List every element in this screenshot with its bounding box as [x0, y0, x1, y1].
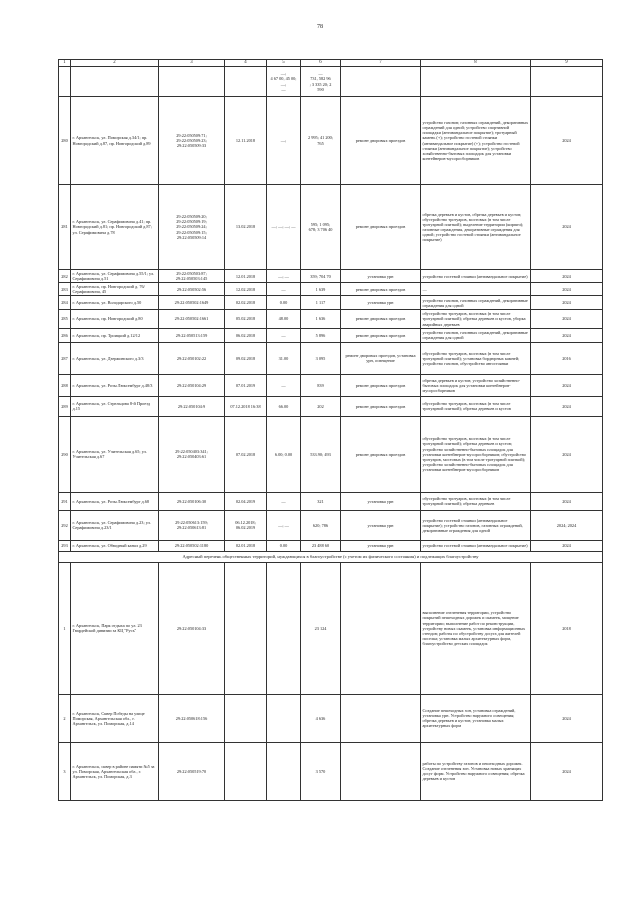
table-cell: 291: [59, 492, 71, 510]
table-cell: ремонт дворовых проездов: [341, 374, 421, 396]
table-cell: устройство гостевой стоянки (антивандальное покрытие): [421, 270, 531, 283]
table-cell: [267, 694, 301, 742]
table-cell: устройство гостевой стоянки (антивандальное покрытие); устройство газонов, газонных ограждений, декоративные ограждения для одной: [421, 510, 531, 540]
table-cell: 1: [59, 562, 71, 694]
table-cell: устройство газонов, газонных ограждений, декоративные ограждения для одной: [421, 328, 531, 342]
table-cell: 282: [59, 270, 71, 283]
table-cell: 12.01.2018: [225, 270, 267, 283]
table-cell: 02.02.2018: [225, 296, 267, 310]
table-cell: обустройство тротуаров, мостовых (в том числе тротуарной плиткой); установка бордюрных камней; устройство газонов, обустройство автостоянки: [421, 342, 531, 374]
table-row: [59, 342, 603, 374]
table-cell: 293: [59, 540, 71, 551]
table-cell: 2016: [531, 342, 603, 374]
table-cell: — 731, 582 96 ; 3 335 20; 2 590: [301, 67, 341, 97]
table-cell: —: [267, 492, 301, 510]
table-row: [59, 310, 603, 328]
table-cell: г. Архангельск, пр. Новгородский д. 76/Серафимовича, 45: [71, 283, 159, 296]
table-cell: 29:22:050509:20; 29:22:050509:19; 29:22:050509:24; 29:22:050509:15; 29:22:050509:14: [159, 185, 225, 270]
table-cell: установка урн: [341, 510, 421, 540]
table-cell: 23 124: [301, 562, 341, 694]
header-row: [59, 60, 603, 67]
table-cell: [225, 742, 267, 800]
table-cell: 2024: [531, 742, 603, 800]
column-header: 7: [341, 60, 421, 67]
table-cell: 3 570: [301, 742, 341, 800]
table-cell: [341, 694, 421, 742]
table-cell: 839: [301, 374, 341, 396]
table-cell: 13.02.2018: [225, 185, 267, 270]
table-row: [59, 492, 603, 510]
table-cell: —; —: [267, 510, 301, 540]
table-cell: 0.00: [267, 540, 301, 551]
table-cell: 12.11.2018: [225, 97, 267, 185]
table-cell: 2024: [531, 283, 603, 296]
table-cell: 29:22:050502:1180: [159, 540, 225, 551]
table-cell: установка урн: [341, 540, 421, 551]
table-cell: обустройство тротуаров, мостовых (в том числе тротуарной плиткой); обрезка деревьев и кустов, уборка аварийных деревьев: [421, 310, 531, 328]
table-cell: 29:22:050503:87; 29:22:050503:145: [159, 270, 225, 283]
table-cell: г. Архангельск, пр. Троицкий д.12/12: [71, 328, 159, 342]
table-cell: 02.04.2019: [225, 492, 267, 510]
table-cell: г. Архангельск, Парк отдыха по ул. 23 Гвардейской дивизии за КЦ "Русь": [71, 562, 159, 694]
table-cell: 29:22:050509:71; 29:22:050509:23; 29:22:050509:33: [159, 97, 225, 185]
table-cell: ремонт дворовых проездов, установка урн, освещение: [341, 342, 421, 374]
table-cell: 283: [59, 283, 71, 296]
table-cell: 29:22:050513:159: [159, 328, 225, 342]
column-header: 4: [225, 60, 267, 67]
table-cell: 2024: [531, 310, 603, 328]
table-cell: —; —: [267, 270, 301, 283]
table-cell: [531, 67, 603, 97]
table-cell: [267, 742, 301, 800]
table-cell: [341, 562, 421, 694]
table-cell: 29:22:050104:29: [159, 374, 225, 396]
table-cell: 48.00: [267, 310, 301, 328]
table-cell: —: [267, 328, 301, 342]
table-row: [59, 540, 603, 551]
table-cell: 23 488 60: [301, 540, 341, 551]
table-row: [59, 694, 603, 742]
column-header: 5: [267, 60, 301, 67]
table-cell: [71, 67, 159, 97]
table-cell: 620; 786: [301, 510, 341, 540]
column-header: 6: [301, 60, 341, 67]
table-row: [59, 283, 603, 296]
table-cell: 3 095: [301, 342, 341, 374]
table-cell: 1 636: [301, 310, 341, 328]
table-cell: 288: [59, 374, 71, 396]
table-cell: 2024: [531, 374, 603, 396]
table-cell: 321: [301, 492, 341, 510]
table-row: [59, 328, 603, 342]
table-cell: обустройство тротуаров, мостовых (в том числе тротуарной плиткой); обрезка деревьев и кустов: [421, 396, 531, 416]
table-cell: 5 896: [301, 328, 341, 342]
table-cell: [421, 67, 531, 97]
table-cell: 06.02.2018: [225, 328, 267, 342]
table-cell: 2024: [531, 328, 603, 342]
column-header: 2: [71, 60, 159, 67]
table-cell: 287: [59, 342, 71, 374]
table-cell: г. Архангельск, пр. Новгородский д.80: [71, 310, 159, 328]
table-cell: 29:22:050104:33: [159, 562, 225, 694]
table-cell: г. Архангельск, ул. Дзержинского д.3/3: [71, 342, 159, 374]
table-cell: [225, 694, 267, 742]
table-cell: 07.01.2019: [225, 374, 267, 396]
table-cell: 202: [301, 396, 341, 416]
table-cell: 6.00; 0.00: [267, 416, 301, 492]
table-cell: 0.00: [267, 296, 301, 310]
section-row: [59, 551, 603, 562]
table-cell: устройство газонов, газонных ограждений, декоративные ограждения для одной: [421, 296, 531, 310]
table-row: [59, 562, 603, 694]
table-cell: 286: [59, 328, 71, 342]
table-cell: 1 117: [301, 296, 341, 310]
table-cell: —: [267, 283, 301, 296]
table-cell: обустройство тротуаров, мостовых (в том числе тротуарной плиткой); обрезка деревьев и кустов; устройство хозяйственно-бытовых площадок для установки контейнеров-мусоросборников; обустройство тротуаров, мостовых (в том числе тротуарной плиткой); устройство хозяйственно-бытовых площадок для установки контейнеров-мусоросборников: [421, 416, 531, 492]
table-cell: 2 995; 41 200; 765: [301, 97, 341, 185]
table-cell: г. Архангельск, ул. Учительская д.65; ул. Учительская д.67: [71, 416, 159, 492]
table-cell: 31.00: [267, 342, 301, 374]
table-cell: 292: [59, 510, 71, 540]
table-cell: установка урн: [341, 270, 421, 283]
table-cell: 02.01.2018: [225, 540, 267, 551]
table-cell: —; —; —; —: [267, 185, 301, 270]
table-cell: [225, 562, 267, 694]
table-cell: [59, 67, 71, 97]
table-row: [59, 742, 603, 800]
table-cell: устройство гостевой стоянки (антивандальное покрытие): [421, 540, 531, 551]
table-cell: 29:22:050102:22: [159, 342, 225, 374]
table-row: [59, 396, 603, 416]
table-cell: г. Архангельск, ул. Серафимовича д.23; ул. Серафимовича д.23/1: [71, 510, 159, 540]
table-row: [59, 185, 603, 270]
table-cell: 2018: [531, 562, 603, 694]
table-cell: обрезка деревьев и кустов, обрезка деревьев и кустов; обустройство тротуаров, мостовых (в том числе тротуарной плиткой); выделение территории (кирпич); газонные ограждения, декоративные ограждения для одной; устройство гостевой стоянки (антивандальное покрытие): [421, 185, 531, 270]
table-cell: [341, 742, 421, 800]
table-cell: 2024: [531, 396, 603, 416]
table-cell: выполнение озеленения территории, устройство покрытий пешеходных дорожек и скамеек, мощение территории; выполнение работ по реконструкции, устройству новых скамеек, установка информационных стендов; работы по обустройству досуга для жителей поселка; установка малых архитектурных форм, благоустройство детских площадок: [421, 562, 531, 694]
table-cell: г. Архангельск, ул. Стрельцова 8-й Проезд д.15: [71, 396, 159, 416]
table-cell: г. Архангельск, ул. Серафимовича д.55/1; ул. Серафимовича д.51: [71, 270, 159, 283]
table-cell: 289: [59, 396, 71, 416]
table-cell: 29:22:050106:30: [159, 492, 225, 510]
table-cell: 359; 704 70: [301, 270, 341, 283]
section-title: Адресный перечень общественных территорий, нуждающихся в благоустройстве (с учетом их физического состояния) и подлежащих благоустройству: [59, 551, 603, 562]
table-cell: 29:22:050519:70: [159, 742, 225, 800]
table-cell: 07.02.2018: [225, 416, 267, 492]
table-cell: 595; 1 095; 678; 3 706 40: [301, 185, 341, 270]
table-row: [59, 374, 603, 396]
table-cell: 2024: [531, 270, 603, 283]
table-cell: —; 4 67 00, 45 00; —; —: [267, 67, 301, 97]
table-cell: ремонт дворовых проездов: [341, 97, 421, 185]
table-cell: —: [421, 283, 531, 296]
table-cell: 29:22:050613:159; 29:22:050613:81: [159, 510, 225, 540]
table-cell: [225, 67, 267, 97]
table-cell: 29:22:050104:9: [159, 396, 225, 416]
table-row: [59, 270, 603, 283]
table-cell: 12.02.2018: [225, 283, 267, 296]
table-cell: 280: [59, 97, 71, 185]
table-cell: г. Архангельск, ул. Розы Люксембург д.48/3: [71, 374, 159, 396]
table-cell: 1 639: [301, 283, 341, 296]
table-cell: 09.02.2018: [225, 342, 267, 374]
table-cell: 284: [59, 296, 71, 310]
table-row: [59, 416, 603, 492]
table-cell: 3: [59, 742, 71, 800]
table-row: [59, 67, 603, 97]
table-cell: установка урн: [341, 296, 421, 310]
table-cell: ремонт дворовых проездов: [341, 283, 421, 296]
table-cell: 2024: [531, 540, 603, 551]
table-cell: —;: [267, 97, 301, 185]
table-cell: работы по устройству газонов и пешеходных дорожек. Создание озеленения зон. Установка новых хранящих досуг форм. Устройство наружного освещения; обрезка деревьев и кустов: [421, 742, 531, 800]
table-cell: 29:22:050502:56: [159, 283, 225, 296]
table-cell: 2024: [531, 694, 603, 742]
table-cell: г. Архангельск, ул. Поморская д.34/1; пр. Новгородский д.87, пр. Новгородский д.89: [71, 97, 159, 185]
table-cell: ремонт дворовых проездов: [341, 416, 421, 492]
table-cell: 29:22:050403:341; 29:22:050403:61: [159, 416, 225, 492]
table-cell: г. Архангельск, Сквер Победы на улице Поморская, Архангельская обл., г. Архангельск, ул. Поморская, д.14: [71, 694, 159, 742]
table-cell: 05.02.2018: [225, 310, 267, 328]
table-row: [59, 296, 603, 310]
table-cell: 06.12.2018; 06.02.2019: [225, 510, 267, 540]
table-cell: 285: [59, 310, 71, 328]
page-number: 78: [317, 24, 323, 30]
table-cell: 29:22:050502:1649: [159, 296, 225, 310]
table-cell: 07.12.2018 16:38: [225, 396, 267, 416]
table-cell: 2024; 2024: [531, 510, 603, 540]
table-cell: 2024: [531, 492, 603, 510]
column-header: 3: [159, 60, 225, 67]
table-row: [59, 97, 603, 185]
table-cell: ремонт дворовых проездов: [341, 328, 421, 342]
column-header: 9: [531, 60, 603, 67]
table-cell: [341, 67, 421, 97]
table-cell: 533.90; 493: [301, 416, 341, 492]
table-cell: г. Архангельск, ул. Володарского д.50: [71, 296, 159, 310]
table-cell: г. Архангельск, ул. Серафимовича д.41; пр. Новгородский д.81; пр. Новгородский д.87; ул. Серафимовича д.78: [71, 185, 159, 270]
table-cell: установка урн: [341, 492, 421, 510]
column-header: 1: [59, 60, 71, 67]
table-cell: 29:22:050618:156: [159, 694, 225, 742]
table-cell: г. Архангельск, сквер в районе памяти №5 за ул. Поморская, Архангельская обл., г. Архангельск, ул. Поморская, д.3: [71, 742, 159, 800]
table-cell: —: [267, 374, 301, 396]
table-cell: 29:22:050502:1661: [159, 310, 225, 328]
table-cell: устройство газонов; газонных ограждений, декоративных ограждений для одной; устройство спортивной площадки (антивандальное покрытие); тротуарный камень (+); устройство гостевой стоянки (антивандальное покрытие) (+); устройство гостевой стоянки (антивандальное покрытие); устройство хозяйственно-бытовых площадок для установки контейнеров-мусоросборников: [421, 97, 531, 185]
table-cell: 2024: [531, 97, 603, 185]
table-row: [59, 510, 603, 540]
table-cell: г. Архангельск, ул. Обводный канал д.29: [71, 540, 159, 551]
table-cell: ремонт дворовых проездов: [341, 185, 421, 270]
table-cell: обрезка деревьев и кустов; устройство хозяйственно-бытовых площадок для установки контейнеров-мусоросборников: [421, 374, 531, 396]
table-cell: 2024: [531, 296, 603, 310]
register-table: [58, 59, 603, 801]
table-cell: ремонт дворовых проездов: [341, 396, 421, 416]
table-cell: 66.00: [267, 396, 301, 416]
table-cell: ремонт дворовых проездов: [341, 310, 421, 328]
table-cell: Создание пешеходных зон, установка ограждений, установка урн. Устройство наружного освещения; обрезка деревьев и кустов; установка малых архитектурных форм: [421, 694, 531, 742]
table-cell: [267, 562, 301, 694]
table-cell: обустройство тротуаров, мостовых (в том числе тротуарной плиткой); обрезка деревьев: [421, 492, 531, 510]
table-cell: 4 636: [301, 694, 341, 742]
table-cell: 2024: [531, 416, 603, 492]
table-cell: 2: [59, 694, 71, 742]
table-cell: 290: [59, 416, 71, 492]
table-cell: г. Архангельск, ул. Розы Люксембург д.68: [71, 492, 159, 510]
table-cell: 281: [59, 185, 71, 270]
column-header: 8: [421, 60, 531, 67]
table-cell: 2024: [531, 185, 603, 270]
table-cell: [159, 67, 225, 97]
